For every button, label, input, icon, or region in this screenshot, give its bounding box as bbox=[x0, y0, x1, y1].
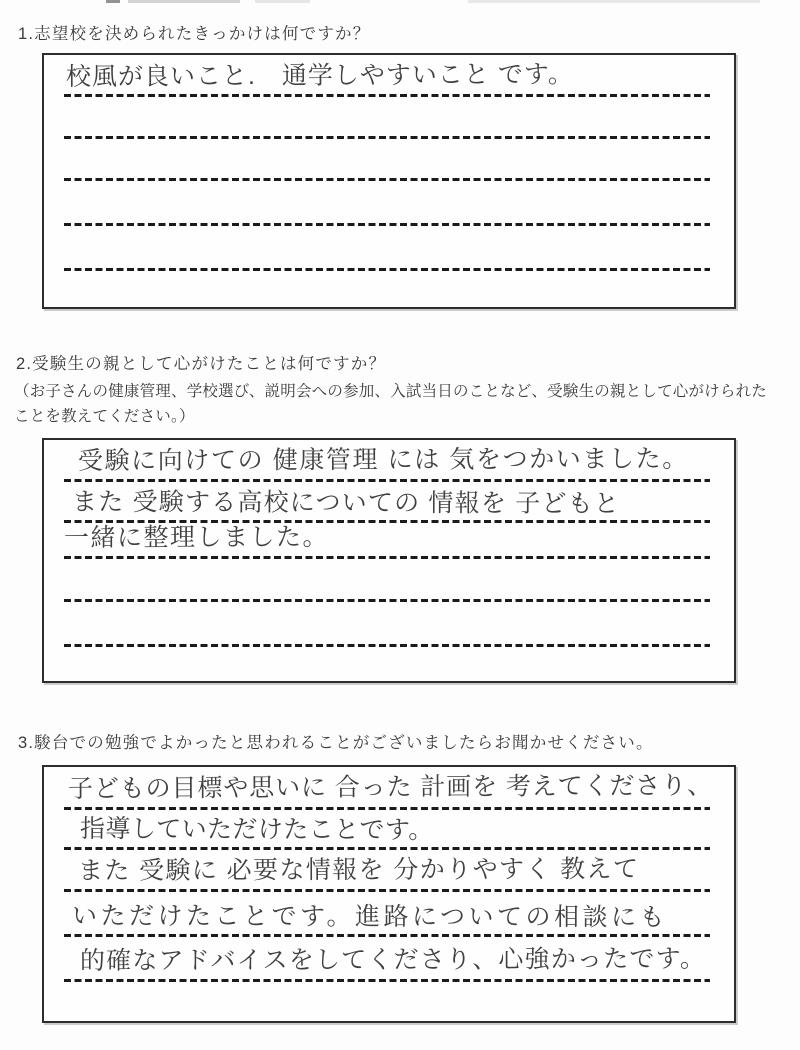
question-1-label: 1.志望校を決められたきっかけは何ですか？ bbox=[18, 25, 371, 43]
ruled-line bbox=[64, 847, 710, 850]
scan-artifact-top bbox=[106, 0, 120, 3]
answer-box-1 bbox=[42, 53, 736, 309]
ruled-line bbox=[64, 889, 710, 892]
ruled-line bbox=[64, 644, 710, 647]
ruled-line bbox=[64, 223, 710, 226]
handwritten-answer-line: 受験に向けての 健康管理 には 気をつかいました。 bbox=[77, 444, 689, 476]
ruled-line bbox=[64, 934, 710, 937]
question-2-note-line-2: ことを教えてください。） bbox=[14, 408, 195, 425]
answer-box-3 bbox=[42, 765, 736, 1023]
handwritten-answer-line: 一緒に整理しました。 bbox=[63, 523, 330, 552]
ruled-line bbox=[64, 479, 710, 482]
ruled-line bbox=[64, 807, 710, 810]
ruled-line bbox=[64, 94, 710, 97]
handwritten-answer-line: また 受験する高校についての 情報を 子どもと bbox=[72, 488, 621, 518]
ruled-line bbox=[64, 979, 710, 982]
scan-artifact-top bbox=[468, 0, 760, 3]
ruled-line bbox=[64, 268, 710, 271]
ruled-line bbox=[64, 599, 710, 602]
scan-artifact-top bbox=[128, 0, 240, 3]
handwritten-answer-line: 指導していただけたことです。 bbox=[80, 815, 434, 845]
handwritten-answer-line: 子どもの目標や思いに 合った 計画を 考えてくださり、 bbox=[67, 771, 714, 804]
question-2-label: 2.受験生の親として心がけたことは何ですか？ bbox=[16, 355, 387, 373]
handwritten-answer-line: また 受験に 必要な情報を 分かりやすく 教えて bbox=[77, 855, 640, 885]
ruled-line bbox=[64, 178, 710, 181]
scan-artifact-top bbox=[255, 0, 310, 3]
answer-box-2 bbox=[42, 438, 736, 683]
handwritten-answer-line: いただけたことです。進路についての相談にも bbox=[72, 902, 669, 932]
ruled-line bbox=[64, 556, 710, 559]
handwritten-answer-line: 校風が良いこと. 通学しやすいこと です。 bbox=[65, 60, 574, 92]
handwritten-answer-line: 的確なアドバイスをしてくださり、心強かったです。 bbox=[79, 944, 707, 975]
question-3-label: 3.駿台での勉強でよかったと思われることがございましたらお聞かせください。 bbox=[18, 734, 654, 752]
ruled-line bbox=[64, 136, 710, 139]
question-2-note-line-1: （お子さんの健康管理、学校選び、説明会への参加、入試当日のことなど、受験生の親として心がけられた bbox=[14, 383, 767, 400]
